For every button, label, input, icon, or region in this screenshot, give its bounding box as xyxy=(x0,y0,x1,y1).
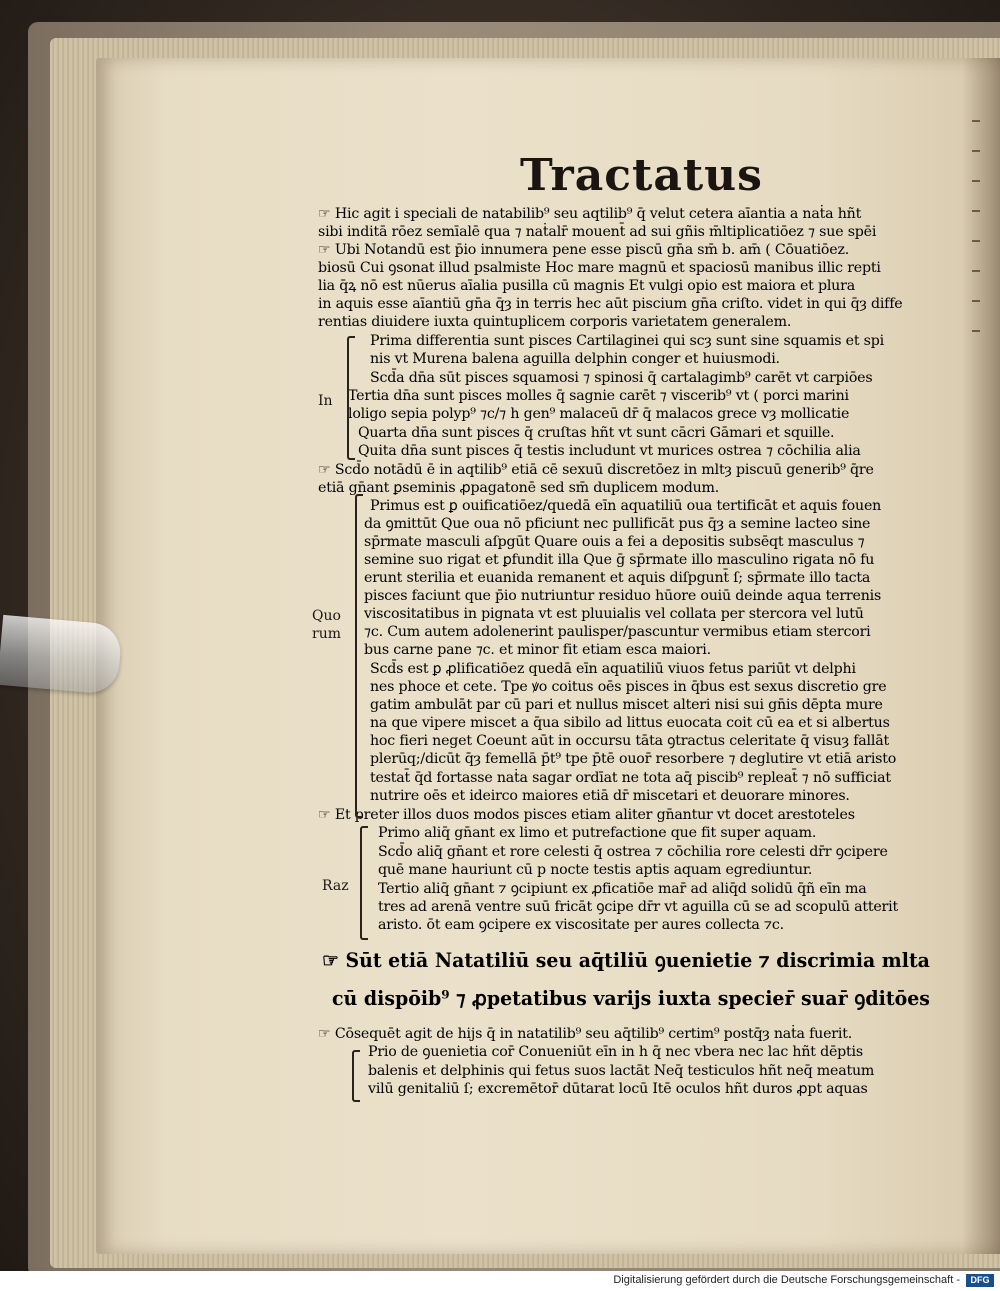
text-line: ☞ Hic agit i speciali de natabilib⁹ seu aqtilib⁹ q̄ velut cetera aīantia a naṫa hñt xyxy=(318,206,862,222)
text-line: Tertio aliq̄ gn̄ant ⁊ ꝯcipiunt ex ꝓficatiōe mar̄ ad aliq̄d solidū q̄ñ eīn ma xyxy=(378,881,867,897)
text-line: nis vt Murena balena aguilla delphin conger et huiusmodi. xyxy=(370,351,780,367)
footer-bar xyxy=(0,1271,1000,1291)
text-line: tres ad arenā ventre suū fricāt ꝯcipe dr̄r vt aguilla cū se ad scopulū atterit xyxy=(378,899,898,915)
edge-marks xyxy=(970,120,980,360)
text-line: ☞ Scd̄o notādū ē in aqtilib⁹ etiā cē sexuū discretōez in mltȝ piscuū generib⁹ q̄re xyxy=(318,462,874,478)
brace-modes xyxy=(355,494,363,818)
text-line: ☞ Ubi Notandū est p̄io innumera pene esse piscū gn̄a sm̄ b. am̄ ( Cōuatiōez. xyxy=(318,242,850,258)
text-line: da ꝯmittūt Que oua nō pficiunt nec pullificāt pus q̄ȝ a semine lacteo sine xyxy=(364,516,871,532)
text-line: cū dispōib⁹ ⁊ ꝓpetatibus varijs iuxta specier̄ suar̄ ꝯditōes xyxy=(332,987,930,1010)
text-line: Tertia dn̄a sunt pisces molles q̄ sagnie carēt ⁊ viscerib⁹ vt ( porci marini xyxy=(348,388,849,404)
text-line: etiā gn̄ant ꝑseminis ꝓpagatonē sed sm̄ duplicem modum. xyxy=(318,480,720,496)
text-line: lia q̄ꝝ nō est nūerus aīalia pusilla cū magnis Et vulgi opio est maiora et plura xyxy=(318,278,855,294)
text-line: erunt sterilia et euanida remanent et aquis diſpgunt̄ ſ; sp̄rmate illo tacta xyxy=(364,570,871,586)
dfg-logo: DFG xyxy=(966,1274,994,1287)
margin-note-in: In xyxy=(318,393,333,409)
text-line: pisces faciunt que p̄io nutriuntur residuo hūore ouiū deinde aqua terrenis xyxy=(364,588,882,604)
glass-clip xyxy=(0,615,123,695)
page-title: Tractatus xyxy=(520,150,763,201)
margin-note-rum: rum xyxy=(312,626,341,642)
text-line: ☞ Sūt etiā Natatiliū seu aq̄tiliū ꝯuenietie ⁊ discrimia mlta xyxy=(322,949,930,972)
text-line: vilū genitaliū ſ; excremētor̄ dūtarat locū Itē oculos hñt duros ꝓpt aquas xyxy=(368,1081,868,1097)
text-line: sibi inditā rōez semīalē qua ⁊ naṫalr̄ mouent̄ ad sui gñis m̄ltiplicatiōez ⁊ sue spēi xyxy=(318,224,877,240)
page-gutter-shadow xyxy=(962,58,1000,1254)
text-line: bus carne pane ⁊c. et minor fit etiam esca maiori. xyxy=(364,642,711,658)
text-line: Scd̄s est ꝑ ꝓlificatiōez quedā eīn aquatiliū viuos fetus pariūt vt delphi xyxy=(370,661,856,677)
text-line: plerūq;/dicūt q̄ȝ femellā p̄t⁹ tpe p̄tē ouor̄ resorbere ⁊ deglutire vt etiā aristo xyxy=(370,751,897,767)
text-line: aristo. ōt eam ꝯcipere ex viscositate per aures collecta ⁊c. xyxy=(378,917,784,933)
text-line: biosū Cui ꝯsonat illud psalmiste Hoc mare magnū et spaciosū manibus illic repti xyxy=(318,260,881,276)
text-line: Quarta dn̄a sunt pisces q̄ cruſtas hñt vt sunt cācri Gāmari et squille. xyxy=(358,425,835,441)
brace-conveniences xyxy=(352,1050,360,1102)
text-line: sp̄rmate masculi aſpgūt Quare ouis a fei a depositis subsēqt masculus ⁊ xyxy=(364,534,865,550)
text-line: hoc fieri neget Coeunt aūt in occursu tāta ꝯtractus celeritate q̄ visuȝ fallāt xyxy=(370,733,889,749)
brace-differences xyxy=(347,336,355,460)
text-line: nutrire oēs et ideirco maiores etiā dr̄ miscetari et deuorare minores. xyxy=(370,788,850,804)
text-line: Prio de ꝯuenietia cor̄ Conueniūt eīn in h q̄ nec vbera nec lac hñt dēptis xyxy=(368,1044,863,1060)
text-line: ☞ Et preter illos duos modos pisces etiam aliter gn̄antur vt docet arestoteles xyxy=(318,807,855,823)
text-line: ⁊c. Cum autem adolenerint paulisper/pascuntur vermibus etiam stercori xyxy=(364,624,871,640)
text-line: semine suo rigat et ꝑfundit illa Que ḡ sp̄rmate illo masculino rigata nō fu xyxy=(364,552,875,568)
text-line: Scd̄o aliq̄ gn̄ant et rore celesti q̄ ostrea ⁊ cōchilia rore celesti dr̄r ꝯcipere xyxy=(378,844,888,860)
text-line: rentias diuidere iuxta quintuplicem corporis varietatem generalem. xyxy=(318,314,792,330)
text-line: Primus est ꝑ ouificatiōez/quedā eīn aquatiliū oua tertificāt et aquis fouen xyxy=(370,498,882,514)
text-line: ☞ Cōsequēt agit de hijs q̄ in natatilib⁹ seu aq̄tilib⁹ certim⁹ postq̄ȝ naṫa fuerit. xyxy=(318,1026,853,1042)
text-line: Primo aliq̄ gn̄ant ex limo et putrefactione que fit super aquam. xyxy=(378,825,817,841)
footer-credit: Digitalisierung gefördert durch die Deutsche Forschungsgemeinschaft - xyxy=(613,1274,960,1286)
text-line: viscositatibus in pignata vt est pluuialis vel collata per stercora vel lutū xyxy=(364,606,864,622)
margin-note-raz: Raz xyxy=(322,878,349,894)
text-line: quē mane hauriunt cū p nocte testis aptis aquam egrediuntur. xyxy=(378,862,813,878)
text-line: nes phoce et cete. Tpe ꝟo coitus oēs pisces in q̄bus est sexus discretio gre xyxy=(370,679,887,695)
text-line: Scd̄a dn̄a sūt pisces squamosi ⁊ spinosi q̄ cartalagimb⁹ carēt vt carpiōes xyxy=(370,370,873,386)
text-line: loligo sepia polyp⁹ ⁊c/⁊ h gen⁹ malaceū dr̄ q̄ malacos grece vȝ mollicatie xyxy=(348,406,850,422)
text-line: gatim ambulāt par cū pari et nullus miscet alteri nisi sui gn̄is dēpta mure xyxy=(370,697,883,713)
text-line: Prima differentia sunt pisces Cartilaginei qui scȝ sunt sine squamis et spi xyxy=(370,333,884,349)
text-line: na que vipere miscet a q̄ua sibilo ad littus euocata coit cū ea et si albertus xyxy=(370,715,890,731)
margin-note-quo: Quo xyxy=(312,608,341,624)
brace-other-modes xyxy=(360,826,368,940)
text-line: testat̄ q̄d fortasse naṫa sagar ordīat ne tota aq̄ piscib⁹ repleat̄ ⁊ nō sufficiat xyxy=(370,770,891,786)
text-line: Quita dn̄a sunt pisces q̄ testis includunt vt murices ostrea ⁊ cōchilia alia xyxy=(358,443,861,459)
text-line: balenis et delphinis qui fetus suos lactāt Neq̄ testiculos hñt neq̄ meatum xyxy=(368,1063,875,1079)
text-line: in aquis esse aīantiū gn̄a q̄ȝ in terris hec aūt piscium gn̄a criſto. videt in qui q̄ȝ diffe xyxy=(318,296,903,312)
